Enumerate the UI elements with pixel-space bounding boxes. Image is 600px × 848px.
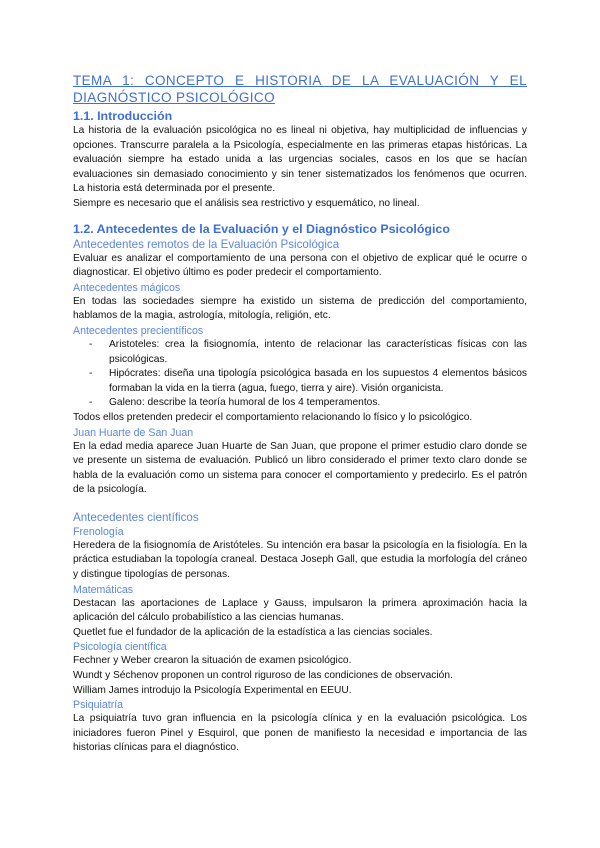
magicos-heading: Antecedentes mágicos [73, 281, 181, 294]
list-item: - Hipócrates: diseña una tipología psicológica basada en los supuestos 4 elementos básicos formaban la vida en la tierra (agua, fuego, tierra y aire). Visión organicista. [89, 368, 527, 394]
list-item: - Aristoteles: crea la fisiognomía, intento de relacionar las características físicas con las psicológicas. [89, 338, 527, 365]
precientificos-heading: Antecedentes precientíficos [73, 324, 204, 337]
psiquiatria-paragraph: La psiquiatría tuvo gran influencia en la psicología clínica y en la evaluación psicológica. Los iniciadores fueron Pinel y Esquirol, que ponen de manifiesto la necesidad e importancia de las historias clínicas para el diagnóstico. [73, 713, 527, 754]
psicologia-paragraph-1: Fechner y Weber crearon la situación de examen psicológico. [73, 655, 352, 667]
magicos-paragraph: En todas las sociedades siempre ha existido un sistema de predicción del comportamiento, hablamos de la magia, astrología, mitología, religión, etc. [73, 295, 527, 322]
remotos-paragraph: Evaluar es analizar el comportamiento de una persona con el objetivo de explicar qué le ocurre o diagnosticar. El objetivo último es poder predecir el comportamiento. [73, 252, 527, 279]
huarte-heading: Juan Huarte de San Juan [73, 426, 194, 439]
matematicas-paragraph-2: Quetlet fue el fundador de la aplicación de la estadística a las ciencias sociales. [73, 626, 433, 638]
psicologia-paragraph-2: Wundt y Séchenov proponen un control riguroso de las condiciones de observación. [73, 670, 453, 682]
section-1-paragraph-1: La historia de la evaluación psicológica no es lineal ni objetiva, hay multiplicidad de influencias y opciones. Transcurre paralela a la Psicología, especialmente en las primeras etapas históricas. La evaluación siempre ha estado unida a las urgencias sociales, casos en los que se hacían evaluaciones sin demasiado conocimiento y sin tener sistematizados los fenómenos que ocurren. La historia está determinada por el presente. [73, 125, 527, 195]
matematicas-paragraph-1: Destacan las aportaciones de Laplace y Gauss, impulsaron la primera aproximación hacia la aplicación del cálculo probabilístico a las ciencias humanas. [73, 597, 527, 624]
remotos-heading: Antecedentes remotos de la Evaluación Psicológica [73, 237, 340, 251]
section-2-heading: 1.2. Antecedentes de la Evaluación y el Diagnóstico Psicológico [73, 221, 450, 236]
precientificos-list [73, 338, 527, 411]
section-1-heading: 1.1. Introducción [73, 109, 173, 123]
document-title: TEMA 1: CONCEPTO E HISTORIA DE LA EVALUACIÓN Y EL DIAGNÓSTICO PSICOLÓGICO [73, 73, 527, 105]
precientificos-paragraph: Todos ellos pretenden predecir el comportamiento relacionando lo físico y lo psicológico. [73, 411, 473, 423]
psiquiatria-heading: Psiquiatría [73, 699, 124, 712]
cientificos-heading: Antecedentes científicos [73, 510, 199, 524]
psicologia-paragraph-3: William James introdujo la Psicología Experimental en EEUU. [73, 684, 352, 696]
huarte-paragraph: En la edad media aparece Juan Huarte de San Juan, que propone el primer estudio claro donde se ve presente un sistema de evaluación. Publicó un libro considerado el primer texto claro donde se habla de la evaluación como un sistema para conocer el comportamiento y predecirlo. Es el patrón de la psicología. [73, 440, 527, 496]
list-item: - Galeno: describe la teoría humoral de los 4 temperamentos. [89, 397, 381, 409]
section-1-paragraph-2: Siempre es necesario que el análisis sea restrictivo y esquemático, no lineal. [73, 197, 420, 209]
psicologia-heading: Psicología científica [73, 641, 167, 654]
matematicas-heading: Matemáticas [73, 583, 134, 596]
frenologia-heading: Frenología [73, 525, 124, 538]
frenologia-paragraph: Heredera de la fisiognomía de Aristóteles. Su intención era basar la psicología en la fisiología. En la práctica estudiaban la topología craneal. Destaca Joseph Gall, que estudia la morfología del cráneo y distingue tipologías de personas. [73, 539, 527, 581]
